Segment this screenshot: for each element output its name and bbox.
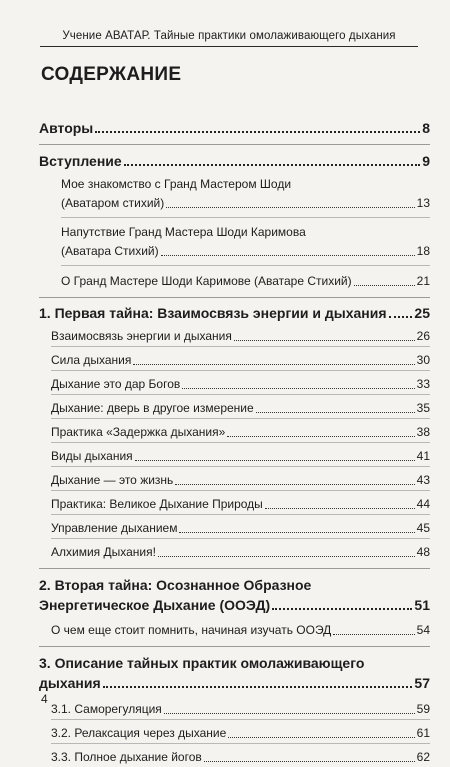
toc-entry[interactable] [39, 398, 430, 418]
running-header: Учение АВАТАР. Тайные практики омолаживающего дыхания [40, 30, 418, 47]
dot-leader [354, 285, 415, 286]
dot-leader [135, 460, 415, 461]
toc-entry-text: О чем еще стоит помнить, начиная изучать ООЭД [51, 623, 332, 637]
dot-leader [164, 713, 415, 714]
toc-page-number: 62 [416, 750, 430, 764]
dot-leader [175, 484, 414, 485]
toc-entry-text: Взаимосвязь энергии и дыхания [51, 329, 232, 343]
toc-entry-text: Практика «Задержка дыхания» [51, 425, 226, 439]
toc-page-number: 25 [414, 305, 430, 321]
toc-page-number: 33 [416, 377, 430, 391]
toc-entry-text: Вступление [39, 153, 122, 169]
toc-page-number: 48 [416, 545, 430, 559]
toc-page-number: 51 [414, 597, 430, 613]
toc-entry-text: Напутствие Гранд Мастера Шоди Каримова [61, 225, 306, 239]
dot-leader [161, 255, 415, 256]
dot-leader [389, 316, 413, 318]
divider [39, 144, 430, 145]
toc-entry[interactable] [39, 422, 430, 442]
toc-entry-text: Дыхание это дар Богов [51, 377, 181, 391]
divider [51, 538, 430, 539]
dot-leader [333, 634, 414, 635]
divider [51, 442, 430, 443]
toc-entry-text: Сила дыхания [51, 353, 132, 367]
toc-entry-chapter-1[interactable] [39, 303, 430, 323]
toc-entry[interactable] [39, 494, 430, 514]
toc-entry-text: (Аватара Стихий) [61, 244, 159, 258]
toc-page-number: 44 [416, 497, 430, 511]
toc-entry-authors[interactable] [39, 118, 430, 138]
toc-page-number: 43 [416, 473, 430, 487]
divider [39, 297, 430, 298]
toc-entry-text: 3.1. Саморегуляция [51, 702, 162, 716]
dot-leader [182, 388, 414, 389]
toc-entry[interactable] [39, 326, 430, 346]
toc-entry-text: 3.3. Полное дыхание йогов [51, 750, 202, 764]
divider [51, 394, 430, 395]
toc-page-number: 18 [416, 244, 430, 258]
dot-leader [133, 364, 414, 365]
toc-entry[interactable] [39, 699, 430, 719]
toc-entry-text: 2. Вторая тайна: Осознанное Образное [39, 577, 312, 593]
toc-entry-text: Энергетическое Дыхание (ООЭД) [39, 597, 271, 613]
divider [39, 568, 430, 569]
divider [51, 490, 430, 491]
toc-entry[interactable] [39, 747, 430, 767]
toc-entry-text: Авторы [39, 120, 94, 136]
divider [61, 217, 430, 218]
divider [61, 265, 430, 266]
toc-entry-text: 3. Описание тайных практик омолаживающего [39, 655, 365, 671]
dot-leader [103, 686, 413, 688]
toc-entry-text: дыхания [39, 675, 101, 691]
divider [51, 466, 430, 467]
divider [51, 346, 430, 347]
toc-title: СОДЕРЖАНИЕ [41, 64, 182, 85]
dot-leader [265, 508, 415, 509]
toc-entry[interactable] [39, 350, 430, 370]
toc-entry-text: Мое знакомство с Гранд Мастером Шоди [61, 177, 292, 191]
toc-entry-about-master[interactable] [39, 271, 430, 291]
divider [51, 719, 430, 720]
dot-leader [124, 164, 421, 166]
toc-entry[interactable] [39, 374, 430, 394]
toc-entry-chapter-3[interactable] [39, 653, 430, 693]
toc-entry-text: 3.2. Релаксация через дыхание [51, 726, 227, 740]
toc-entry-parting-words[interactable] [39, 223, 430, 261]
toc-page-number: 57 [414, 675, 430, 691]
toc-entry-acquaintance[interactable] [39, 175, 430, 213]
toc-entry-text: Виды дыхания [51, 449, 133, 463]
divider [51, 743, 430, 744]
toc-page-number: 61 [416, 726, 430, 740]
toc-page-number: 38 [416, 425, 430, 439]
dot-leader [256, 412, 415, 413]
dot-leader [179, 532, 414, 533]
toc-entry[interactable] [39, 542, 430, 562]
divider [51, 370, 430, 371]
dot-leader [228, 737, 414, 738]
toc-entry-chapter-2[interactable] [39, 575, 430, 615]
dot-leader [272, 608, 412, 610]
toc-entry[interactable] [39, 620, 430, 640]
toc-page-number: 35 [416, 401, 430, 415]
toc-entry[interactable] [39, 518, 430, 538]
toc-entry-text: Дыхание — это жизнь [51, 473, 174, 487]
toc-entry-introduction[interactable] [39, 151, 430, 171]
dot-leader [234, 340, 415, 341]
page-number: 4 [41, 692, 48, 706]
toc-page-number: 59 [416, 702, 430, 716]
dot-leader [227, 436, 414, 437]
dot-leader [158, 556, 415, 557]
toc-entry-text: О Гранд Мастере Шоди Каримове (Аватаре Стихий) [61, 274, 352, 288]
dot-leader [204, 761, 415, 762]
toc-page-number: 30 [416, 353, 430, 367]
toc-page-number: 9 [422, 153, 430, 169]
toc-page-number: 45 [416, 521, 430, 535]
toc-entry-text: Управление дыханием [51, 521, 178, 535]
toc-page-number: 13 [416, 196, 430, 210]
divider [51, 418, 430, 419]
toc-page-number: 8 [422, 120, 430, 136]
toc-entry-text: 1. Первая тайна: Взаимосвязь энергии и дыхания [39, 305, 387, 321]
toc-entry[interactable] [39, 470, 430, 490]
toc-entry[interactable] [39, 446, 430, 466]
toc-entry-text: (Аватаром стихий) [61, 196, 165, 210]
divider [51, 514, 430, 515]
divider [39, 646, 430, 647]
toc-entry-text: Алхимия Дыхания! [51, 545, 156, 559]
toc-page-number: 41 [416, 449, 430, 463]
toc-page-number: 26 [416, 329, 430, 343]
toc-entry-text: Дыхание: дверь в другое измерение [51, 401, 254, 415]
table-of-contents [39, 118, 430, 767]
dot-leader [95, 131, 420, 133]
toc-page-number: 21 [416, 274, 430, 288]
dot-leader [166, 207, 414, 208]
toc-entry[interactable] [39, 723, 430, 743]
toc-entry-text: Практика: Великое Дыхание Природы [51, 497, 263, 511]
toc-page-number: 54 [416, 623, 430, 637]
